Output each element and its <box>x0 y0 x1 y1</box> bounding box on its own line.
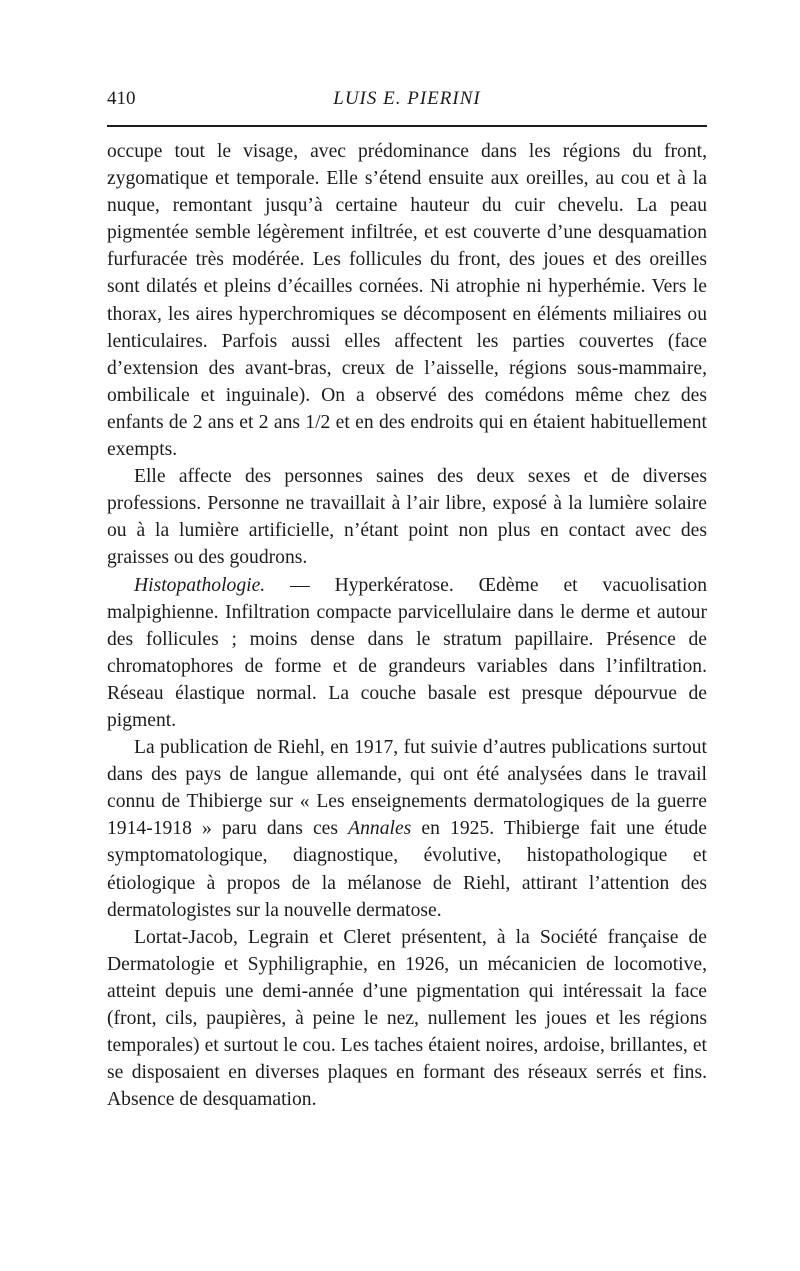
riehl-text-after: en 1925. Thibierge fait une étude symptomatologique, diagnostique, évolutive, histopathologique et étiologique à propos de la mélanose de Riehl, attirant l’attention des dermatologistes sur la nouvelle dermatose. <box>107 818 707 921</box>
journal-title: Annales <box>348 818 412 840</box>
book-page <box>107 84 707 1111</box>
histopathology-text: — Hyperkératose. Œdème et vacuolisation malpighienne. Infiltration compacte parvicellulaire dans le derme et autour des follicules ; moins dense dans le stratum papillaire. Présence de chromatophores de forme et de grandeurs variables dans l’infiltration. Réseau élastique normal. La couche basale est presque dépourvue de pigment. <box>107 574 707 731</box>
paragraph-continuation: occupe tout le visage, avec prédominance dans les régions du front, zygomatique et temporale. Elle s’étend ensuite aux oreilles, au cou et à la nuque, remontant jusqu’à certaine hauteur du cuir chevelu. La peau pigmentée semble légèrement infiltrée, et est couverte d’une desquamation furfuracée très modérée. Les follicules du front, des joues et des oreilles sont dilatés et pleins d’écailles cornées. Ni atrophie ni hyperhémie. Vers le thorax, les aires hyperchromiques se décomposent en éléments miliaires ou lenticulaires. Parfois aussi elles affectent les parties couvertes (face d’extension des avant-bras, creux de l’aisselle, régions sous-mammaire, ombilicale et inguinale). On a observé des comédons même chez des enfants de 2 ans et 2 ans 1/2 et en des endroits qui en étaient habituellement exempts. <box>107 141 707 461</box>
paragraph-riehl-publication <box>107 734 707 924</box>
riehl-text-before: La publication de Riehl, en 1917, fut suivie d’autres publications surtout dans des pays de langue allemande, qui ont été analysées dans le travail connu de Thibierge sur « Les enseignements dermatologiques de la guerre 1914-1918 » paru dans ces <box>107 737 707 840</box>
paragraph-histopathology <box>107 572 707 735</box>
body-text <box>107 138 707 1113</box>
paragraph-lortat-jacob: Lortat-Jacob, Legrain et Cleret présentent, à la Société française de Dermatologie et Syphiligraphie, en 1926, un mécanicien de locomotive, atteint depuis une demi-année d’une pigmentation qui intéressait la face (front, cils, paupières, à peine le nez, nullement les joues et les régions temporales) et surtout le cou. Les taches étaient noires, ardoise, brillantes, et se disposaient en diverses plaques en formant des réseaux serrés et fins. Absence de desquamation. <box>107 926 707 1111</box>
paragraph-affected-persons: Elle affecte des personnes saines des deux sexes et de diverses professions. Personne ne travaillait à l’air libre, exposé à la lumière solaire ou à la lumière artificielle, n’étant point non plus en contact avec des graisses ou des goudrons. <box>107 466 707 569</box>
header-rule <box>107 125 707 127</box>
page-number: 410 <box>107 88 136 109</box>
page-header <box>107 84 707 114</box>
section-label-histopathologie: Histopathologie. <box>134 574 266 596</box>
running-title: LUIS E. PIERINI <box>333 88 481 109</box>
